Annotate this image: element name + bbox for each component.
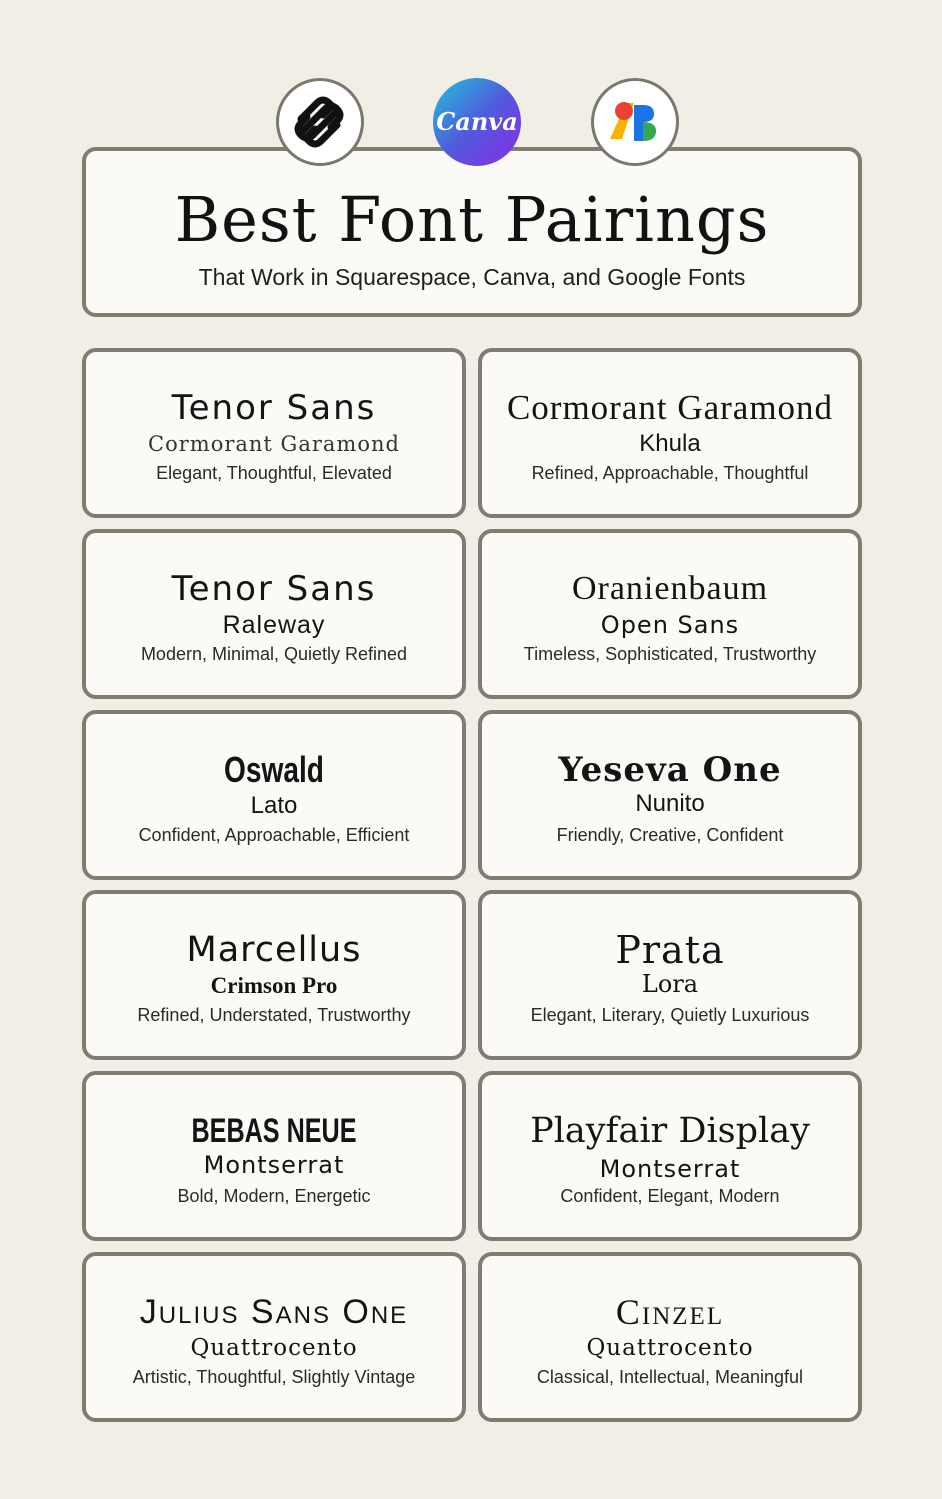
header-card <box>82 147 862 317</box>
pairing-body-font: Montserrat <box>599 1155 741 1183</box>
pairing-body-font: Lora <box>641 970 699 998</box>
pairing-heading-font: BEBAS NEUE <box>191 1112 357 1150</box>
squarespace-logo <box>276 78 364 166</box>
pairing-traits: Artistic, Thoughtful, Slightly Vintage <box>132 1367 416 1387</box>
pairing-card <box>478 1252 862 1422</box>
pairing-body-font: Lato <box>250 792 298 819</box>
pairing-card <box>478 890 862 1060</box>
pairing-heading-font: Tenor Sans <box>171 388 377 428</box>
pairing-body-font: Raleway <box>222 611 326 639</box>
squarespace-icon <box>279 81 361 163</box>
pairing-heading-font: Cormorant Garamond <box>506 388 834 427</box>
pairing-card <box>478 348 862 518</box>
pairing-traits: Bold, Modern, Energetic <box>177 1186 371 1206</box>
pairing-card <box>478 1071 862 1241</box>
canva-logo-text: Canva <box>436 107 518 136</box>
pairing-traits: Confident, Elegant, Modern <box>560 1186 780 1206</box>
pairing-card <box>82 529 466 699</box>
pairing-heading-font: Tenor Sans <box>171 569 377 609</box>
pairing-traits: Elegant, Thoughtful, Elevated <box>156 463 392 483</box>
canva-logo <box>433 78 521 166</box>
pairing-heading-font: Playfair Display <box>530 1111 810 1151</box>
pairing-heading-font: Yeseva One <box>558 750 782 790</box>
pairing-heading-font: Marcellus <box>186 930 362 970</box>
pairing-card <box>82 348 466 518</box>
page-subtitle: That Work in Squarespace, Canva, and Google Fonts <box>198 264 746 290</box>
pairing-body-font: Quattrocento <box>190 1335 358 1361</box>
pairing-heading-font: Prata <box>615 928 725 972</box>
pairing-traits: Refined, Understated, Trustworthy <box>137 1005 411 1025</box>
pairing-body-font: Crimson Pro <box>210 973 338 998</box>
pairing-traits: Confident, Approachable, Efficient <box>138 825 410 845</box>
pairing-body-font: Khula <box>639 430 701 457</box>
pairing-body-font: Montserrat <box>203 1151 345 1179</box>
pairing-card <box>82 1252 466 1422</box>
pairing-traits: Friendly, Creative, Confident <box>556 825 784 845</box>
pairing-heading-font: Julius Sans One <box>139 1293 409 1331</box>
pairing-traits: Refined, Approachable, Thoughtful <box>531 463 809 483</box>
pairing-card <box>82 710 466 880</box>
pairing-body-font: Open Sans <box>600 611 740 639</box>
pairing-card <box>82 1071 466 1241</box>
canva-icon <box>433 78 521 166</box>
pairing-traits: Classical, Intellectual, Meaningful <box>536 1367 804 1387</box>
pairing-traits: Elegant, Literary, Quietly Luxurious <box>530 1005 810 1025</box>
pairing-heading-font: Oranienbaum <box>571 570 769 607</box>
pairing-body-font: Cormorant Garamond <box>148 432 400 456</box>
pairing-card <box>82 890 466 1060</box>
pairing-body-font: Nunito <box>635 790 705 817</box>
pairing-body-font: Quattrocento <box>586 1335 754 1361</box>
pairing-heading-font: Cinzel <box>615 1292 725 1332</box>
google-fonts-icon <box>594 81 676 163</box>
pairing-heading-font: Oswald <box>224 749 324 790</box>
pairing-traits: Timeless, Sophisticated, Trustworthy <box>523 644 817 664</box>
pairing-card <box>478 529 862 699</box>
google-fonts-logo <box>591 78 679 166</box>
pairing-traits: Modern, Minimal, Quietly Refined <box>140 644 408 664</box>
pairing-card <box>478 710 862 880</box>
page-title: Best Font Pairings <box>174 183 770 256</box>
